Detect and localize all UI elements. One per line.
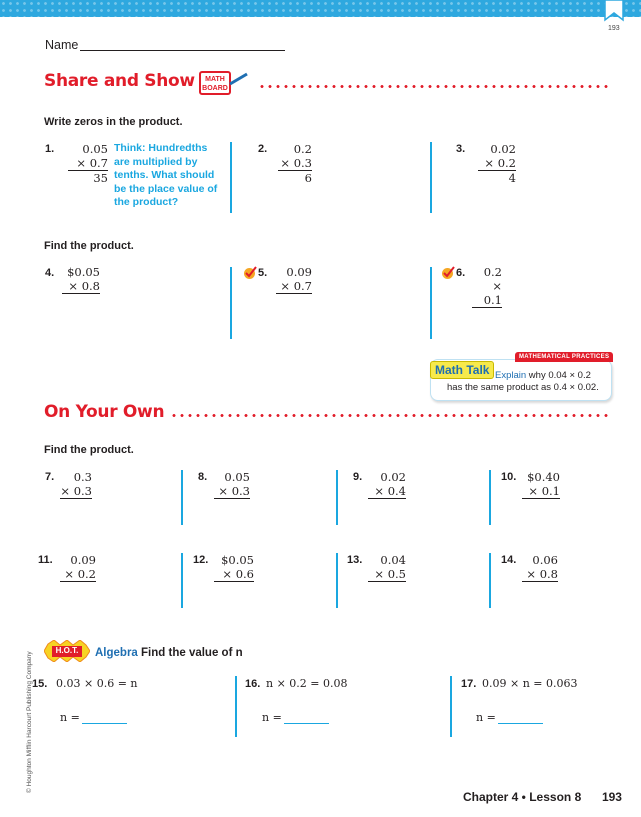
- problem-number: 13.: [347, 554, 363, 566]
- multiplicand: 0.06: [532, 553, 558, 567]
- multiplier: × 0.3: [278, 156, 312, 171]
- copyright-text: © Houghton Mifflin Harcourt Publishing Company: [26, 651, 33, 793]
- problem-6-work: [472, 265, 502, 308]
- problem-9-work: [368, 470, 406, 499]
- share-and-show-title: Share and Show: [44, 71, 195, 91]
- problem-number: 15.: [32, 678, 48, 690]
- multiplier: × 0.7: [68, 156, 108, 171]
- problem-2-work: [278, 142, 312, 185]
- multiplicand: 0.3: [73, 470, 92, 484]
- equation-16: n × 0.2 = 0.08: [266, 677, 348, 690]
- column-divider: [430, 267, 432, 339]
- name-field-line[interactable]: [80, 50, 285, 51]
- multiplier: × 0.5: [368, 567, 406, 582]
- name-label: Name: [45, 38, 79, 52]
- equation-17: 0.09 × n = 0.063: [482, 677, 578, 690]
- problem-number: 14.: [501, 554, 517, 566]
- bookmark-icon: [602, 0, 626, 22]
- problem-number: 17.: [461, 678, 477, 690]
- product: 6: [304, 171, 312, 185]
- problem-number: 2.: [258, 143, 268, 155]
- problem-13-work: [368, 553, 406, 582]
- think-label: Think:: [114, 142, 146, 154]
- problem-number: 1.: [45, 143, 55, 155]
- multiplicand: 0.2: [483, 265, 502, 279]
- answer-label-15: n =: [60, 711, 80, 724]
- column-divider: [230, 267, 232, 339]
- multiplier: × 0.2: [478, 156, 516, 171]
- hot-label: H.O.T.: [55, 646, 79, 655]
- math-talk-prompt: [447, 370, 607, 394]
- multiplicand: 0.09: [70, 553, 96, 567]
- problem-number: 6.: [456, 267, 466, 279]
- multiplier: × 0.6: [214, 567, 254, 582]
- product: 35: [93, 171, 108, 185]
- multiplicand: $0.05: [67, 265, 100, 279]
- multiplier: × 0.2: [60, 567, 96, 582]
- math-talk-badge: Math Talk: [430, 361, 494, 379]
- top-decorative-band: [0, 0, 641, 17]
- chapter-lesson: Chapter 4 • Lesson 8: [463, 790, 582, 804]
- mathematical-practices-banner: MATHEMATICAL PRACTICES: [515, 352, 613, 362]
- multiplicand: 0.05: [82, 142, 108, 156]
- multiplier: × 0.7: [276, 279, 312, 294]
- problem-8-work: [214, 470, 250, 499]
- problem-number: 9.: [353, 471, 363, 483]
- problem-number: 16.: [245, 678, 261, 690]
- think-hint: [114, 142, 222, 210]
- answer-blank-16[interactable]: [284, 723, 329, 724]
- problem-10-work: [522, 470, 560, 499]
- multiplier: × 0.8: [62, 279, 100, 294]
- instruction-write-zeros: Write zeros in the product.: [44, 116, 183, 128]
- algebra-text: Find the value of n: [141, 647, 243, 659]
- column-divider: [230, 142, 232, 213]
- multiplier: × 0.1: [522, 484, 560, 499]
- problem-7-work: [60, 470, 92, 499]
- problem-number: 11.: [38, 554, 53, 566]
- column-divider: [489, 470, 491, 525]
- instruction-find-product-2: Find the product.: [44, 444, 134, 456]
- on-your-own-title: On Your Own: [44, 402, 165, 422]
- explain-word: Explain: [495, 370, 527, 381]
- algebra-instruction: [95, 647, 243, 659]
- math-talk-text: why 0.04 × 0.2 has the same product as 0.4 × 0.02.: [447, 370, 599, 393]
- svg-text:BOARD: BOARD: [202, 85, 228, 92]
- column-divider: [336, 553, 338, 608]
- multiplicand: $0.40: [527, 470, 560, 484]
- problem-number: 8.: [198, 471, 208, 483]
- multiplier: × 0.1: [472, 279, 502, 308]
- multiplicand: $0.05: [221, 553, 254, 567]
- problem-number: 7.: [45, 471, 55, 483]
- problem-number: 3.: [456, 143, 466, 155]
- checkmark-icon: [441, 266, 455, 280]
- column-divider: [336, 470, 338, 525]
- problem-number: 4.: [45, 267, 55, 279]
- answer-blank-15[interactable]: [82, 723, 127, 724]
- multiplicand: 0.04: [380, 553, 406, 567]
- problem-number: 12.: [193, 554, 209, 566]
- answer-blank-17[interactable]: [498, 723, 543, 724]
- problem-number: 10.: [501, 471, 517, 483]
- copyright-notice: [22, 625, 34, 795]
- multiplicand: 0.2: [293, 142, 312, 156]
- on-your-own-dotted-rule: [170, 414, 610, 417]
- column-divider: [430, 142, 432, 213]
- problem-5-work: [276, 265, 312, 294]
- checkmark-icon: [243, 266, 257, 280]
- svg-text:MATH: MATH: [205, 76, 225, 83]
- multiplicand: 0.02: [490, 142, 516, 156]
- problem-number: 5.: [258, 267, 268, 279]
- column-divider: [181, 470, 183, 525]
- share-and-show-dotted-rule: [258, 85, 610, 88]
- problem-1-work: [68, 142, 108, 185]
- think-text: Hundredths are multiplied by tenths. What should be the place value of the product?: [114, 142, 218, 208]
- problem-4-work: [62, 265, 100, 294]
- algebra-label: Algebra: [95, 647, 138, 659]
- equation-15: 0.03 × 0.6 = n: [56, 677, 138, 690]
- problem-14-work: [522, 553, 558, 582]
- multiplicand: 0.02: [380, 470, 406, 484]
- problem-3-work: [478, 142, 516, 185]
- instruction-find-product: Find the product.: [44, 240, 134, 252]
- multiplier: × 0.8: [522, 567, 558, 582]
- column-divider: [181, 553, 183, 608]
- column-divider: [235, 676, 237, 737]
- page-footer: [463, 790, 622, 804]
- multiplier: × 0.3: [60, 484, 92, 498]
- math-board-icon: [199, 70, 249, 96]
- column-divider: [450, 676, 452, 737]
- multiplier: × 0.4: [368, 484, 406, 499]
- multiplicand: 0.05: [224, 470, 250, 484]
- top-page-number: 193: [608, 25, 620, 32]
- multiplier: × 0.3: [214, 484, 250, 499]
- multiplicand: 0.09: [286, 265, 312, 279]
- problem-12-work: [214, 553, 254, 582]
- problem-11-work: [60, 553, 96, 582]
- answer-label-16: n =: [262, 711, 282, 724]
- product: 4: [508, 171, 516, 185]
- footer-page-number: 193: [601, 790, 622, 804]
- column-divider: [489, 553, 491, 608]
- answer-label-17: n =: [476, 711, 496, 724]
